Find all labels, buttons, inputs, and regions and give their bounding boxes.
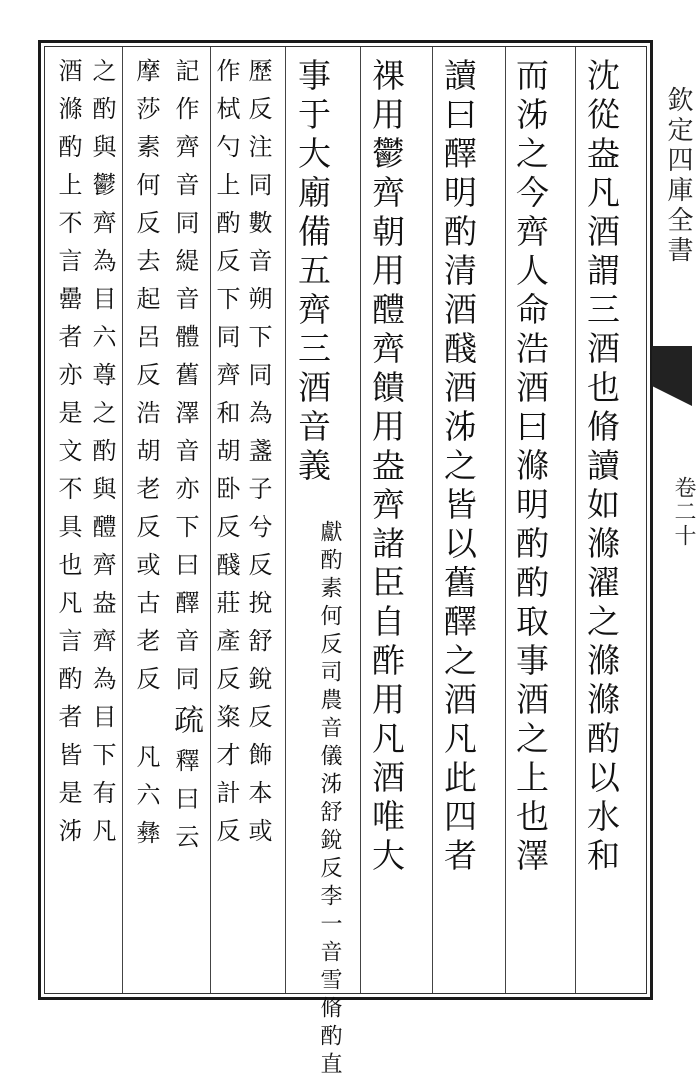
page-margin [652,46,699,1006]
annotation-column-7a: 記作齊音同緹音體舊澤音亦下曰醳音同疏釋曰云 [168,58,203,862]
column-divider [210,47,211,993]
fish-tail-mark [652,346,692,406]
annotation-column-7b: 摩莎素何反去起呂反浩胡老反或古老反凡六彝 [132,58,160,858]
annotation-text: 獻酌素何反司農音儀泲舒銳反李一音雪脩酌直 [317,520,342,1080]
text-column-4: 祼用鬱齊朝用醴齊饋用盎齊諸臣自酢用凡酒唯大 [367,58,406,877]
column-divider [432,47,433,993]
annotation-column-8b: 酒滌酌上不言罍者亦是文不具也凡言酌者皆是泲 [54,58,82,856]
text-column-2: 而泲之今齊人命浩酒曰滌明酌酌取事酒之上也澤 [511,58,550,877]
column-divider [285,47,286,993]
section-marker: 疏 [168,704,203,748]
text-column-3: 讀曰醳明酌清酒醆酒泲之皆以舊醳之酒凡此四者 [439,58,478,877]
column-divider [575,47,576,993]
column-divider [505,47,506,993]
volume-label: 卷二十 [671,476,696,548]
column-divider [122,47,123,993]
text-column-5: 事于大廟備五齊三酒音義 [293,58,332,487]
annotation-column-6a: 歷反注同數音朔下同為盞子兮反挩舒銳反飾本或 [244,58,272,856]
annotation-column-5 [317,520,342,1080]
text-column-1: 沈從盎凡酒謂三酒也脩讀如滌濯之滌滌酌以水和 [582,58,621,877]
book-title: 欽定四庫全書 [663,86,693,266]
column-divider [360,47,361,993]
annotation-column-6b: 作栻勺上酌反下同齊和胡卧反醆莊產反粢才計反 [212,58,240,856]
annotation-column-8a: 之酌與鬱齊為目六尊之酌與醴齊盎齊為目下有凡 [88,58,116,856]
